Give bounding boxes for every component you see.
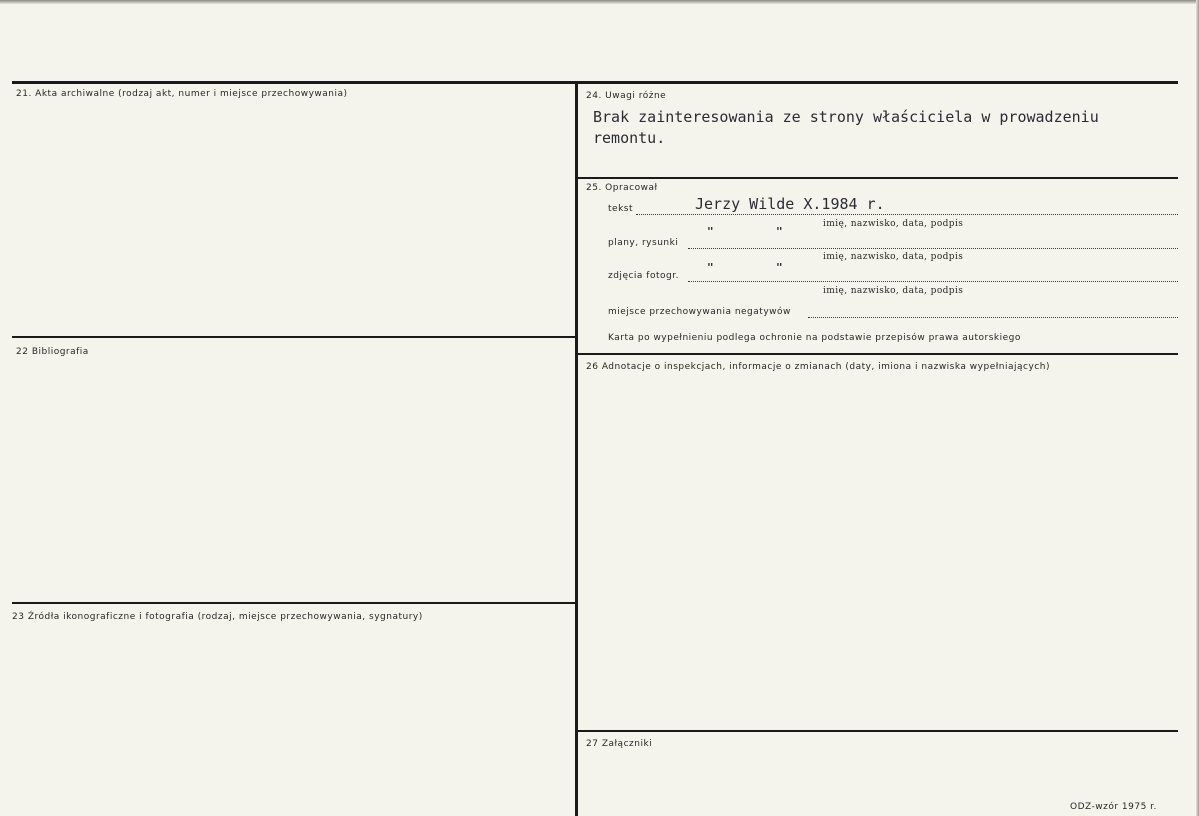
zdjecia-ditto-1: ": [707, 261, 714, 274]
section-24-text-line1: Brak zainteresowania ze strony właściciela w prowadzeniu: [593, 108, 1099, 126]
section-25-label: 25. Opracował: [586, 183, 658, 193]
divider-24-25: [577, 177, 1178, 179]
page-top-edge: [0, 0, 1199, 4]
section-23-label: 23 Źródła ikonograficzne i fotografia (rodzaj, miejsce przechowywania, sygnatury): [12, 612, 423, 622]
tekst-label: tekst: [608, 204, 633, 214]
zdjecia-label: zdjęcia fotogr.: [608, 271, 679, 281]
divider-22-23: [12, 602, 576, 604]
zdjecia-line: [688, 281, 1178, 282]
divider-21-22: [12, 336, 576, 338]
divider-25-26: [577, 353, 1178, 355]
tekst-hint: imię, nazwisko, data, podpis: [823, 219, 964, 229]
section-24-label: 24. Uwagi różne: [586, 91, 667, 101]
plany-label: plany, rysunki: [608, 238, 679, 248]
section-26-label: 26 Adnotacje o inspekcjach, informacje o zmianach (daty, imiona i nazwiska wypełniających): [586, 362, 1050, 372]
tekst-line: [636, 214, 1178, 215]
copyright-note: Karta po wypełnieniu podlega ochronie na podstawie przepisów prawa autorskiego: [608, 333, 1021, 343]
negatywy-label: miejsce przechowywania negatywów: [608, 307, 791, 317]
plany-hint: imię, nazwisko, data, podpis: [823, 252, 964, 262]
zdjecia-ditto-2: ": [776, 261, 783, 274]
section-22-label: 22 Bibliografia: [16, 347, 89, 357]
plany-ditto-2: ": [776, 225, 783, 238]
section-21-label: 21. Akta archiwalne (rodzaj akt, numer i miejsce przechowywania): [16, 89, 348, 99]
divider-26-27: [577, 730, 1178, 732]
section-24-text-line2: remontu.: [593, 129, 666, 147]
negatywy-line: [808, 317, 1178, 318]
section-27-label: 27 Załączniki: [586, 739, 653, 749]
zdjecia-hint: imię, nazwisko, data, podpis: [823, 286, 964, 296]
top-rule: [12, 81, 1178, 84]
tekst-value: Jerzy Wilde X.1984 r.: [695, 195, 885, 213]
center-divider: [575, 83, 578, 816]
form-id: ODZ-wzór 1975 r.: [1070, 802, 1157, 812]
plany-ditto-1: ": [707, 225, 714, 238]
plany-line: [688, 248, 1178, 249]
